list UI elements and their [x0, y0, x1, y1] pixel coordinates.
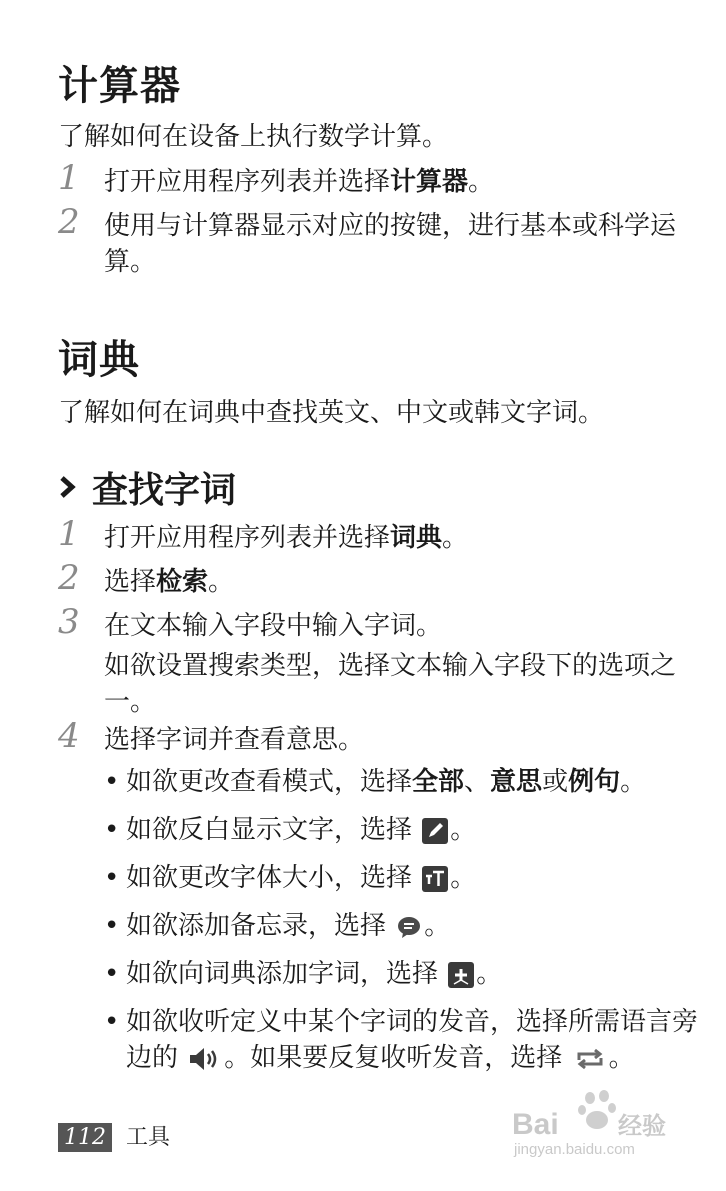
bullet-punct: 。 — [476, 959, 503, 989]
speaker-icon — [188, 1046, 222, 1072]
step-text: 使用与计算器显示对应的按键，进行基本或科学运算。 — [104, 211, 677, 277]
list-item — [104, 908, 704, 944]
list-item — [104, 1004, 704, 1076]
list-item — [104, 860, 704, 896]
step-number: 3 — [58, 602, 80, 642]
step-text: 打开应用程序列表并选择 — [104, 167, 391, 197]
chapter-label: 工具 — [126, 1125, 171, 1150]
chevron-right-icon — [58, 470, 92, 511]
step-number: 1 — [58, 514, 80, 554]
dictionary-step-4 — [58, 716, 678, 758]
pen-icon — [422, 818, 448, 844]
bullet-punct: 。 — [424, 911, 451, 941]
bullet-list — [104, 764, 704, 1088]
step-punct: 。 — [442, 523, 469, 553]
step-text: 选择字词并查看意思。 — [104, 725, 365, 755]
svg-text:jingyan.baidu.com: jingyan.baidu.com — [514, 1141, 635, 1158]
bullet-text: 如欲向词典添加字词，选择 — [126, 959, 439, 989]
calculator-title: 计算器 — [58, 63, 181, 109]
step-number: 1 — [58, 158, 80, 198]
calculator-intro: 了解如何在设备上执行数学计算。 — [58, 122, 449, 152]
bullet-text: 如欲添加备忘录，选择 — [126, 911, 387, 941]
step-text: 在文本输入字段中输入字词。 — [104, 611, 443, 641]
option-example: 例句 — [568, 767, 621, 797]
step-number: 2 — [58, 558, 80, 598]
bullet-text: 。如果要反复收听发音，选择 — [224, 1043, 563, 1073]
menu-item-calculator: 计算器 — [390, 167, 469, 197]
list-item — [104, 812, 704, 848]
dictionary-step-1 — [58, 514, 678, 556]
dictionary-intro: 了解如何在词典中查找英文、中文或韩文字词。 — [58, 398, 605, 428]
svg-text:经验: 经验 — [618, 1112, 666, 1140]
watermark-logo — [512, 1090, 682, 1160]
bullet-text: 如欲收听定义中某个字词的发音，选择所需语言旁边的 — [126, 1007, 699, 1073]
svg-text:Bai: Bai — [512, 1108, 559, 1141]
step-text: 打开应用程序列表并选择 — [104, 523, 391, 553]
menu-item-dictionary: 词典 — [390, 523, 443, 553]
bullet-text: 如欲反白显示文字，选择 — [126, 815, 413, 845]
page-number: 112 — [58, 1123, 112, 1152]
page-footer — [58, 1120, 170, 1152]
step-text: 选择 — [104, 567, 157, 597]
dictionary-step-3 — [58, 602, 678, 720]
calculator-step-1 — [58, 158, 678, 200]
bookmark-add-icon — [448, 962, 474, 988]
option-meaning: 意思 — [490, 767, 543, 797]
dictionary-step-2 — [58, 558, 678, 600]
memo-icon — [396, 914, 422, 940]
section-title-text: 查找字词 — [92, 470, 237, 511]
menu-item-search: 检索 — [156, 567, 209, 597]
list-item — [104, 764, 704, 800]
bullet-punct: 。 — [450, 815, 477, 845]
repeat-icon — [573, 1046, 607, 1072]
list-item — [104, 956, 704, 992]
step-number: 2 — [58, 202, 80, 242]
font-size-icon — [422, 866, 448, 892]
section-title — [58, 462, 236, 513]
bullet-punct: 。 — [450, 863, 477, 893]
option-all: 全部 — [412, 767, 465, 797]
step-punct: 。 — [468, 167, 495, 197]
bullet-punct: 。 — [608, 1043, 635, 1073]
bullet-punct: 。 — [620, 767, 647, 797]
bullet-text: 如欲更改字体大小，选择 — [126, 863, 413, 893]
step-punct: 。 — [208, 567, 235, 597]
step-note: 如欲设置搜索类型，选择文本输入字段下的选项之一。 — [104, 651, 677, 717]
separator: 或 — [542, 767, 569, 797]
bullet-text: 如欲更改查看模式，选择 — [126, 767, 413, 797]
separator: 、 — [464, 767, 491, 797]
calculator-step-2 — [58, 202, 678, 280]
dictionary-title: 词典 — [58, 337, 140, 383]
step-number: 4 — [58, 716, 80, 756]
